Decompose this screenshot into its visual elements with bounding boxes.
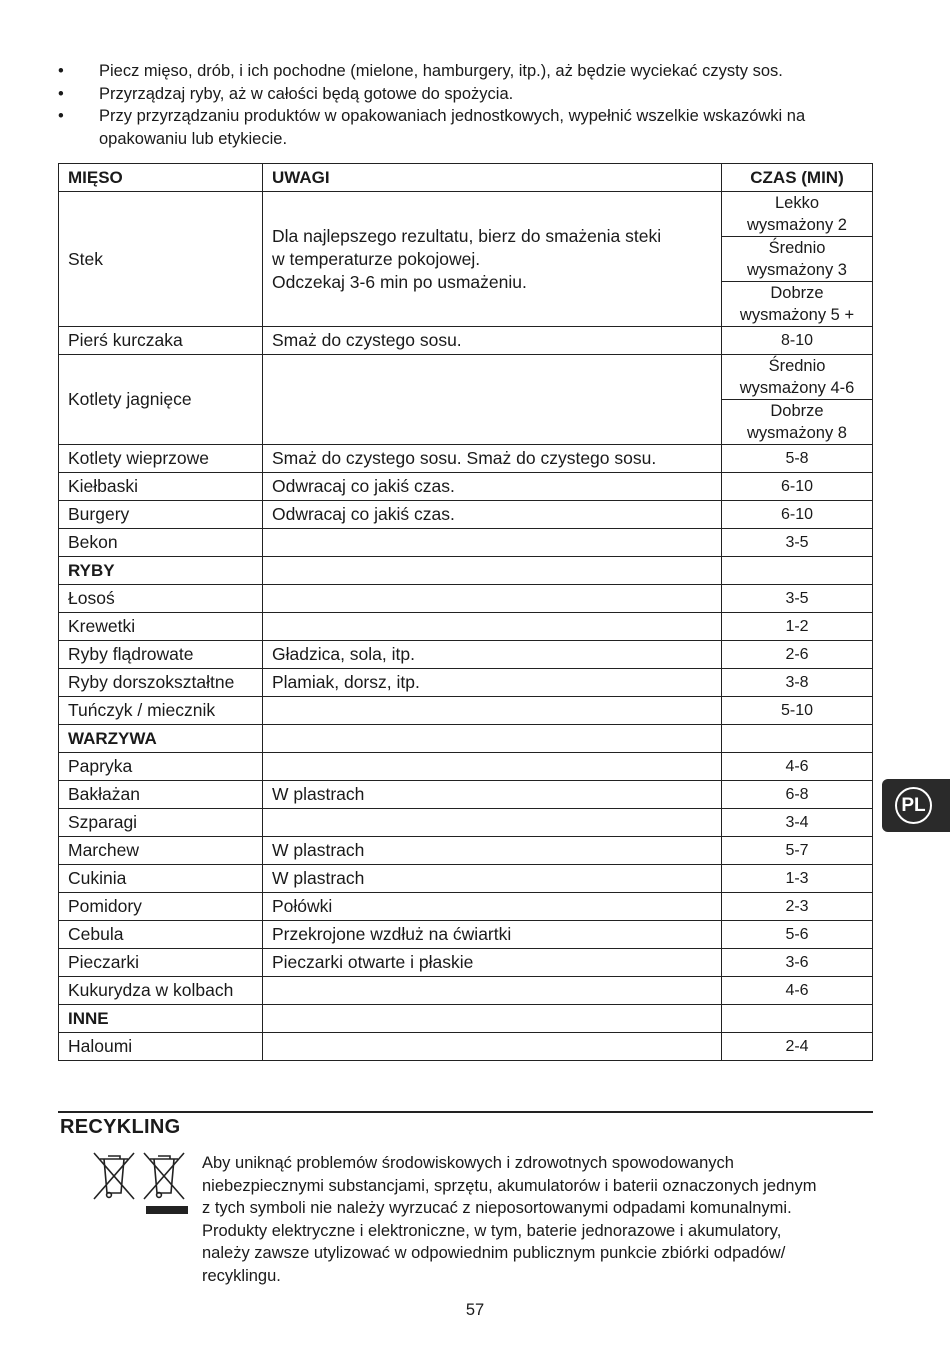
table-row xyxy=(59,1033,873,1061)
column-header-time: CZAS (MIN) xyxy=(722,164,873,192)
cooking-time: 6-10 xyxy=(722,473,873,501)
recycling-title: RECYKLING xyxy=(60,1116,181,1138)
cooking-time xyxy=(722,1005,873,1033)
table-row xyxy=(59,837,873,865)
column-header-notes: UWAGI xyxy=(263,164,722,192)
meat-notes: Gładzica, sola, itp. xyxy=(263,641,722,669)
cooking-time: 8-10 xyxy=(722,327,873,355)
cooking-time: 1-3 xyxy=(722,865,873,893)
separate-collection-bar xyxy=(146,1206,188,1214)
meat-notes: Smaż do czystego sosu. xyxy=(263,327,722,355)
meat-notes: Odwracaj co jakiś czas. xyxy=(263,473,722,501)
recycling-text: Aby uniknąć problemów środowiskowych i zdrowotnych spowodowanych niebezpiecznymi substancjami, sprzętu, akumulatorów i baterii oznaczonych jednym z tych symboli nie należy wyrzucać z nieposortowanymi odpadami komunalnymi. Produkty elektryczne i elektroniczne, w tym, baterie jednorazowe i akumulatory, należy zawsze utylizować w odpowiednim publicznym punkcie zbiórki odpadów/ recyklingu. xyxy=(202,1154,817,1285)
section-row xyxy=(59,725,873,753)
meat-notes xyxy=(263,585,722,613)
cooking-time: 3-5 xyxy=(722,585,873,613)
meat-notes: Odwracaj co jakiś czas. xyxy=(263,501,722,529)
grilling-time-table xyxy=(58,163,873,1061)
meat-notes xyxy=(263,697,722,725)
cooking-time: 3-6 xyxy=(722,949,873,977)
meat-notes xyxy=(263,753,722,781)
meat-name: Kiełbaski xyxy=(59,473,263,501)
table-row xyxy=(59,809,873,837)
table-row xyxy=(59,585,873,613)
table-row xyxy=(59,949,873,977)
crossed-out-wheelie-bin-icon xyxy=(144,1153,184,1199)
meat-name: Kotlety jagnięce xyxy=(59,355,263,445)
meat-name: Bekon xyxy=(59,529,263,557)
table-row xyxy=(59,893,873,921)
crossed-out-wheelie-bin-icon xyxy=(92,1151,192,1221)
cooking-time xyxy=(722,557,873,585)
meat-name: Pierś kurczaka xyxy=(59,327,263,355)
meat-name: Pomidory xyxy=(59,893,263,921)
meat-name: Kotlety wieprzowe xyxy=(59,445,263,473)
meat-notes xyxy=(263,809,722,837)
page-number: 57 xyxy=(465,1301,485,1319)
meat-name: Marchew xyxy=(59,837,263,865)
meat-notes xyxy=(263,1033,722,1061)
section-heading: RYBY xyxy=(59,557,263,585)
cooking-time: Średnio wysmażony 3 xyxy=(722,237,873,282)
bullet-marker: • xyxy=(58,84,64,103)
meat-name: Cukinia xyxy=(59,865,263,893)
meat-name: Bakłażan xyxy=(59,781,263,809)
table-row xyxy=(59,613,873,641)
cooking-time: 5-10 xyxy=(722,697,873,725)
instruction-item: • Piecz mięso, drób, i ich pochodne (mielone, hamburgery, itp.), aż będzie wyciekać czysty sos. xyxy=(58,60,868,83)
section-heading: INNE xyxy=(59,1005,263,1033)
table-row xyxy=(59,641,873,669)
instruction-item: • Przy przyrządzaniu produktów w opakowaniach jednostkowych, wypełnić wszelkie wskazówki na opakowaniu lub etykiecie. xyxy=(58,107,806,148)
table-row xyxy=(59,529,873,557)
cooking-time: 2-3 xyxy=(722,893,873,921)
table-row xyxy=(59,865,873,893)
cooking-time: Dobrze wysmażony 8 xyxy=(722,400,873,445)
cooking-time: 4-6 xyxy=(722,753,873,781)
section-divider xyxy=(58,1111,873,1113)
table-row xyxy=(59,977,873,1005)
cooking-time: Dobrze wysmażony 5 + xyxy=(722,282,873,327)
meat-notes: Smaż do czystego sosu. Smaż do czystego sosu. xyxy=(263,445,722,473)
cooking-time: 4-6 xyxy=(722,977,873,1005)
meat-notes xyxy=(263,977,722,1005)
cooking-time: 1-2 xyxy=(722,613,873,641)
meat-name: Papryka xyxy=(59,753,263,781)
meat-name: Ryby dorszokształtne xyxy=(59,669,263,697)
meat-notes xyxy=(263,529,722,557)
bullet-marker: • xyxy=(58,107,64,125)
meat-notes xyxy=(263,725,722,753)
meat-name: Tuńczyk / miecznik xyxy=(59,697,263,725)
cooking-time: 3-4 xyxy=(722,809,873,837)
cooking-time: 2-6 xyxy=(722,641,873,669)
cooking-time: 6-8 xyxy=(722,781,873,809)
meat-notes: W plastrach xyxy=(263,837,722,865)
table-row xyxy=(59,921,873,949)
table-row xyxy=(59,669,873,697)
meat-notes xyxy=(263,557,722,585)
section-heading: WARZYWA xyxy=(59,725,263,753)
cooking-time: 3-5 xyxy=(722,529,873,557)
cooking-time xyxy=(722,725,873,753)
meat-name: Łosoś xyxy=(59,585,263,613)
table-row xyxy=(59,781,873,809)
meat-name: Haloumi xyxy=(59,1033,263,1061)
meat-notes: Dla najlepszego rezultatu, bierz do smażenia steki w temperaturze pokojowej. Odczekaj 3-6 min po usmażeniu. xyxy=(263,192,722,327)
crossed-out-wheelie-bin-icon xyxy=(94,1153,134,1199)
meat-notes xyxy=(263,613,722,641)
column-header-meat: MIĘSO xyxy=(59,164,263,192)
cooking-time: 3-8 xyxy=(722,669,873,697)
section-row xyxy=(59,1005,873,1033)
meat-notes: Pieczarki otwarte i płaskie xyxy=(263,949,722,977)
meat-notes: W plastrach xyxy=(263,865,722,893)
cooking-time: Lekko wysmażony 2 xyxy=(722,192,873,237)
table-row xyxy=(59,501,873,529)
table-row xyxy=(59,753,873,781)
table-row xyxy=(59,445,873,473)
table-row xyxy=(59,473,873,501)
meat-name: Szparagi xyxy=(59,809,263,837)
instruction-item: • Przyrządzaj ryby, aż w całości będą gotowe do spożycia. xyxy=(58,83,868,106)
meat-notes: Plamiak, dorsz, itp. xyxy=(263,669,722,697)
meat-name: Kukurydza w kolbach xyxy=(59,977,263,1005)
cooking-time: 2-4 xyxy=(722,1033,873,1061)
meat-name: Krewetki xyxy=(59,613,263,641)
cooking-time: Średnio wysmażony 4-6 xyxy=(722,355,873,400)
meat-name: Pieczarki xyxy=(59,949,263,977)
table-row xyxy=(59,192,873,237)
table-row xyxy=(59,327,873,355)
language-tab xyxy=(882,779,950,832)
meat-name: Burgery xyxy=(59,501,263,529)
meat-notes: W plastrach xyxy=(263,781,722,809)
meat-notes xyxy=(263,355,722,445)
meat-notes xyxy=(263,1005,722,1033)
meat-notes: Przekrojone wzdłuż na ćwiartki xyxy=(263,921,722,949)
meat-notes: Połówki xyxy=(263,893,722,921)
bullet-marker: • xyxy=(58,62,64,80)
language-badge: PL xyxy=(895,787,932,824)
table-row xyxy=(59,697,873,725)
section-row xyxy=(59,557,873,585)
cooking-time: 5-8 xyxy=(722,445,873,473)
table-row xyxy=(59,355,873,400)
meat-name: Ryby flądrowate xyxy=(59,641,263,669)
table-header-row xyxy=(59,164,873,192)
instruction-list xyxy=(58,60,868,150)
cooking-time: 5-7 xyxy=(722,837,873,865)
meat-name: Cebula xyxy=(59,921,263,949)
cooking-time: 6-10 xyxy=(722,501,873,529)
cooking-time: 5-6 xyxy=(722,921,873,949)
meat-name: Stek xyxy=(59,192,263,327)
